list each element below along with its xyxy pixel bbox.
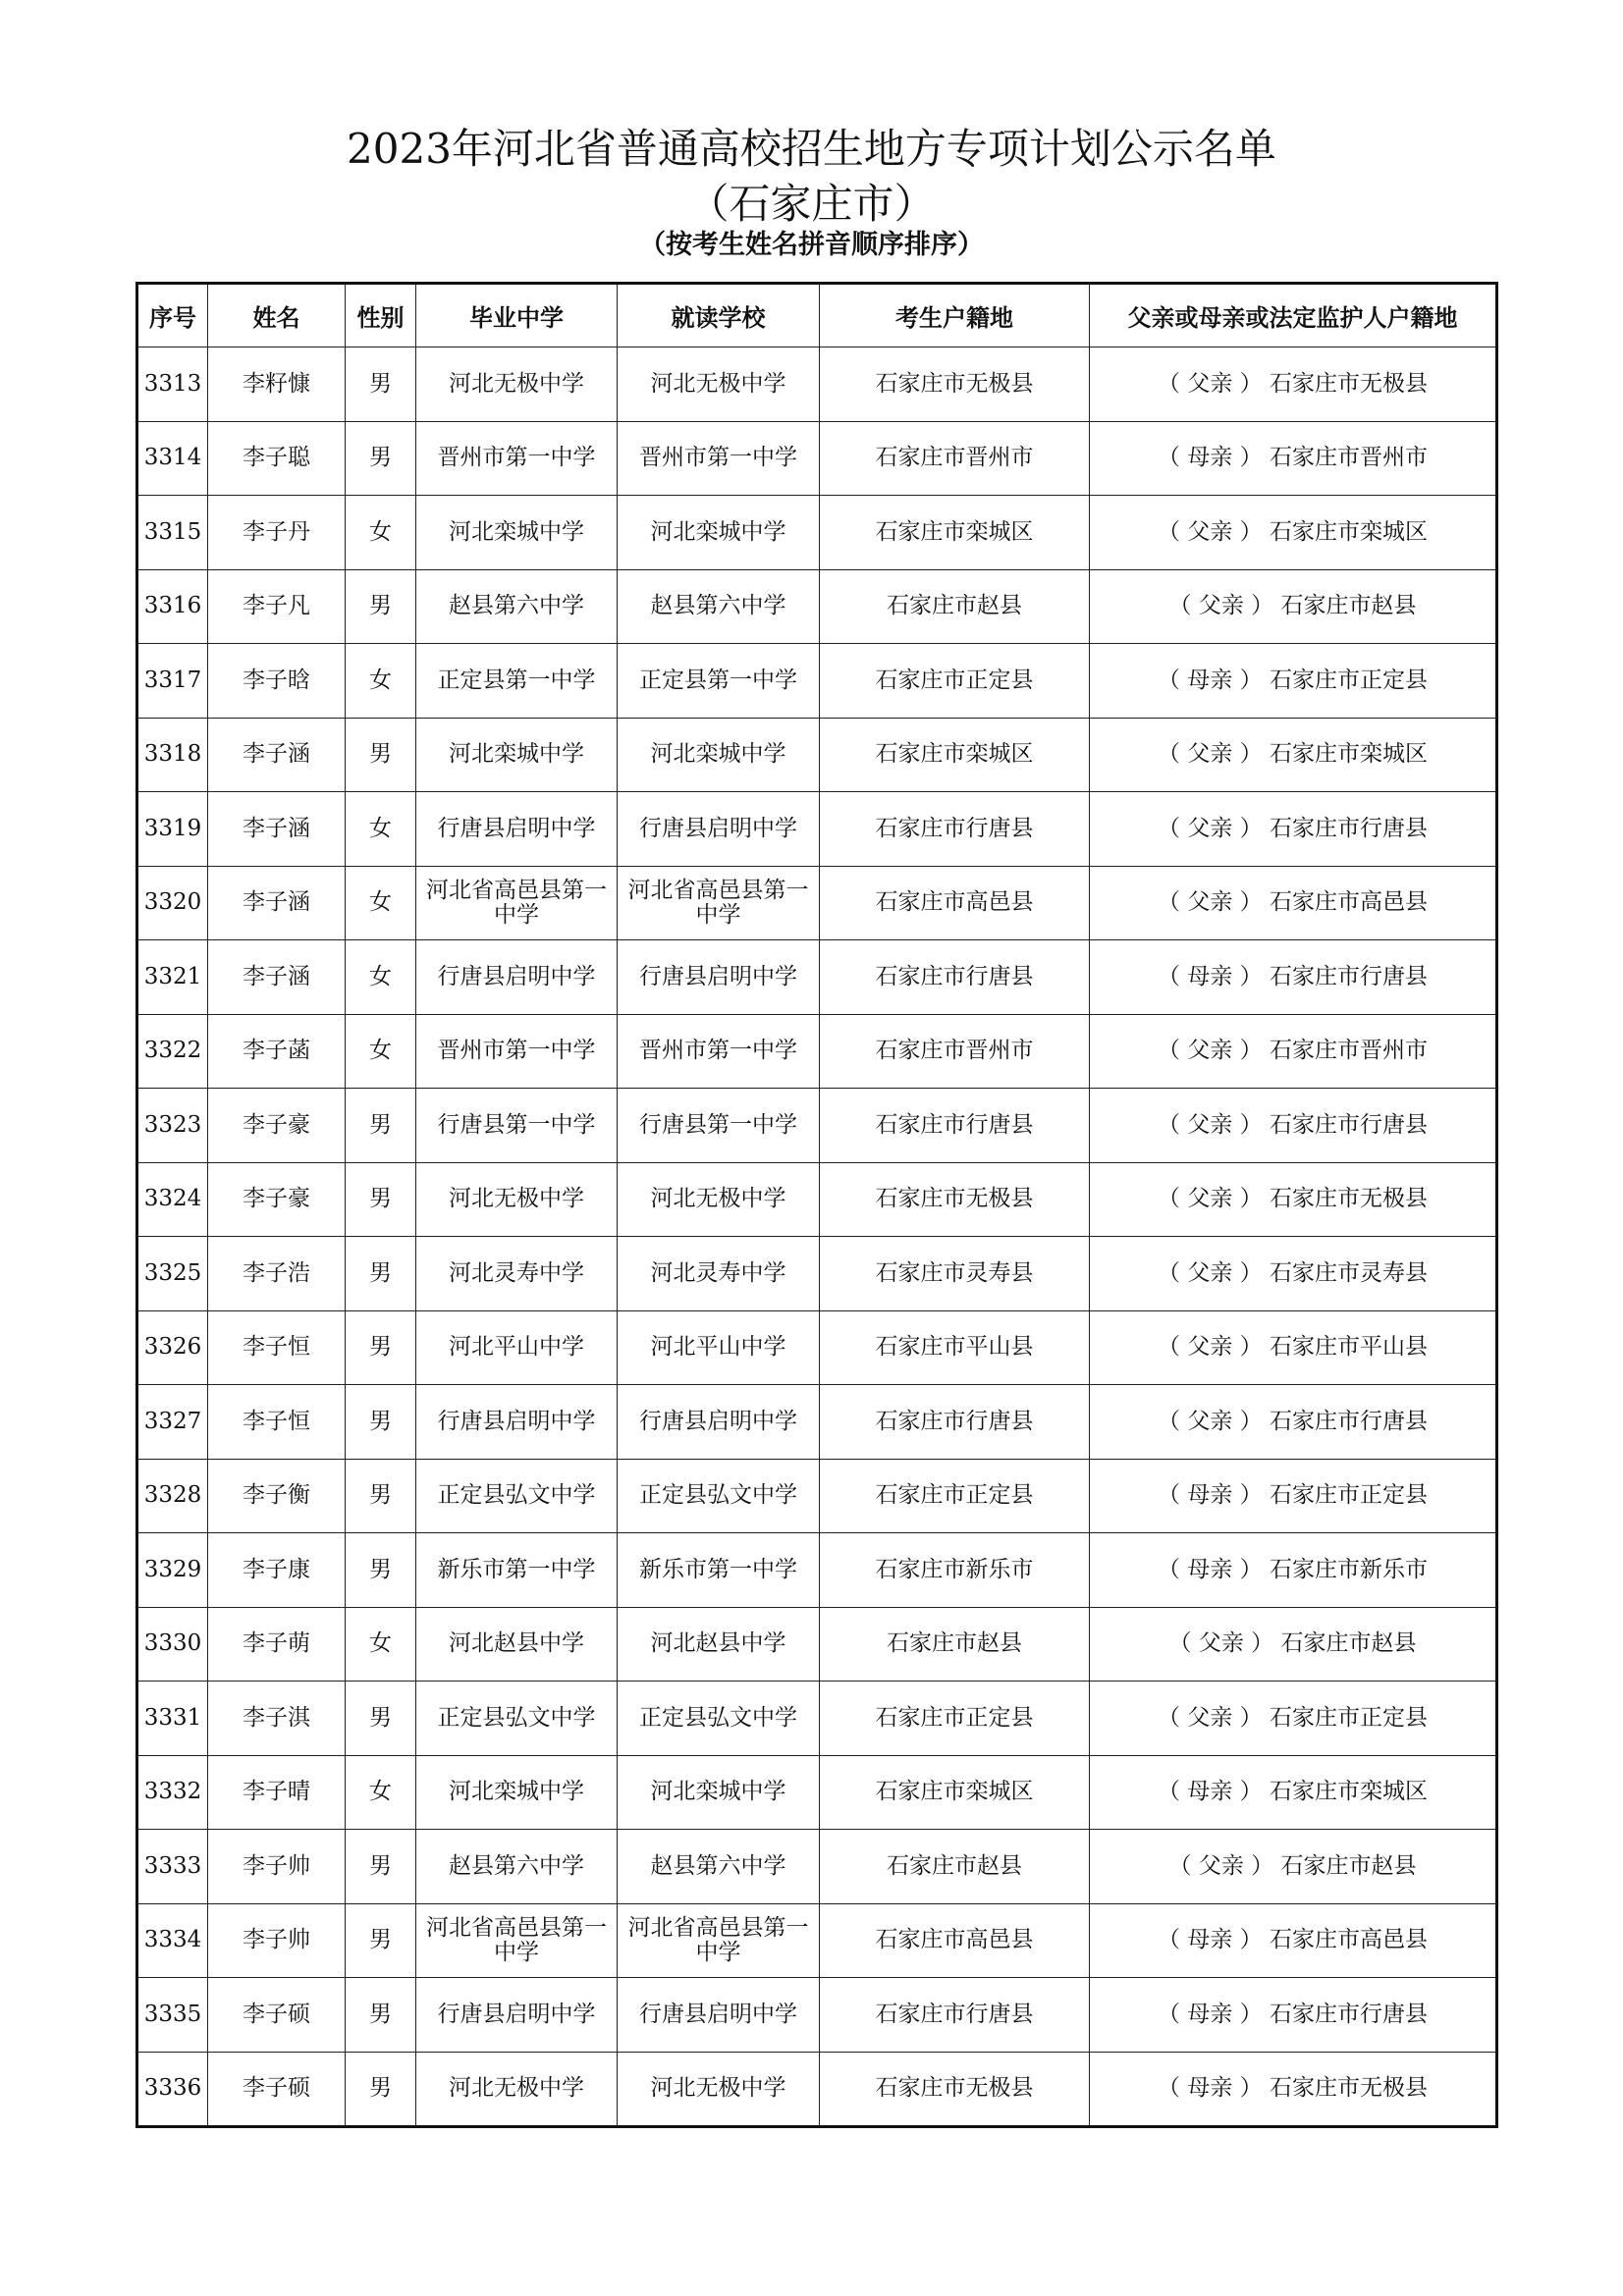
cell-serial-number: 3320 (137, 866, 208, 940)
cell-guardian-residence: （ 父亲 ） 石家庄市正定县 (1090, 1682, 1497, 1756)
cell-gender: 男 (346, 1310, 416, 1385)
table-row (137, 2052, 1497, 2127)
cell-graduation-school: 河北省高邑县第一中学 (416, 1903, 618, 1978)
cell-name: 李子衡 (208, 1459, 346, 1533)
cell-gender: 男 (346, 1089, 416, 1163)
cell-current-school: 河北省高邑县第一中学 (618, 866, 820, 940)
table-row (137, 718, 1497, 792)
table-row (137, 1755, 1497, 1830)
cell-serial-number: 3319 (137, 792, 208, 867)
cell-student-residence: 石家庄市无极县 (820, 2052, 1090, 2127)
header-graduation-school: 毕业中学 (416, 284, 618, 347)
cell-student-residence: 石家庄市正定县 (820, 1459, 1090, 1533)
cell-current-school: 行唐县启明中学 (618, 792, 820, 867)
table-body (137, 347, 1497, 2127)
table-row (137, 1830, 1497, 1904)
cell-name: 李子萌 (208, 1607, 346, 1682)
cell-name: 李子硕 (208, 1978, 346, 2053)
cell-current-school: 河北无极中学 (618, 2052, 820, 2127)
cell-guardian-residence: （ 父亲 ） 石家庄市无极县 (1090, 347, 1497, 422)
cell-gender: 男 (346, 1459, 416, 1533)
cell-guardian-residence: （ 父亲 ） 石家庄市无极县 (1090, 1162, 1497, 1237)
cell-graduation-school: 行唐县启明中学 (416, 792, 618, 867)
cell-graduation-school: 行唐县第一中学 (416, 1089, 618, 1163)
cell-student-residence: 石家庄市行唐县 (820, 1089, 1090, 1163)
cell-gender: 男 (346, 421, 416, 496)
cell-serial-number: 3336 (137, 2052, 208, 2127)
cell-graduation-school: 河北无极中学 (416, 2052, 618, 2127)
cell-gender: 男 (346, 1162, 416, 1237)
cell-name: 李子豪 (208, 1089, 346, 1163)
sort-order-note: （按考生姓名拼音顺序排序） (639, 230, 984, 260)
cell-name: 李子恒 (208, 1385, 346, 1460)
cell-guardian-residence: （ 母亲 ） 石家庄市行唐县 (1090, 940, 1497, 1015)
cell-current-school: 行唐县启明中学 (618, 1978, 820, 2053)
header-current-school: 就读学校 (618, 284, 820, 347)
cell-gender: 男 (346, 2052, 416, 2127)
cell-name: 李子涵 (208, 718, 346, 792)
header-guardian-residence: 父亲或母亲或法定监护人户籍地 (1090, 284, 1497, 347)
cell-current-school: 河北无极中学 (618, 347, 820, 422)
cell-name: 李子菡 (208, 1014, 346, 1089)
cell-graduation-school: 行唐县启明中学 (416, 1385, 618, 1460)
page-subtitle-city: （石家庄市） (687, 180, 936, 228)
cell-graduation-school: 河北栾城中学 (416, 718, 618, 792)
cell-guardian-residence: （ 父亲 ） 石家庄市赵县 (1090, 1607, 1497, 1682)
cell-student-residence: 石家庄市行唐县 (820, 1385, 1090, 1460)
cell-guardian-residence: （ 父亲 ） 石家庄市行唐县 (1090, 792, 1497, 867)
cell-graduation-school: 正定县第一中学 (416, 644, 618, 719)
table-row (137, 644, 1497, 719)
cell-name: 李子凡 (208, 569, 346, 644)
cell-graduation-school: 河北省高邑县第一中学 (416, 866, 618, 940)
cell-current-school: 正定县第一中学 (618, 644, 820, 719)
table-row (137, 347, 1497, 422)
header-gender: 性别 (346, 284, 416, 347)
cell-student-residence: 石家庄市赵县 (820, 1607, 1090, 1682)
cell-serial-number: 3328 (137, 1459, 208, 1533)
table-row (137, 1903, 1497, 1978)
header-serial-number: 序号 (137, 284, 208, 347)
cell-graduation-school: 晋州市第一中学 (416, 421, 618, 496)
table-row (137, 1162, 1497, 1237)
cell-guardian-residence: （ 父亲 ） 石家庄市栾城区 (1090, 496, 1497, 570)
table-row (137, 1237, 1497, 1311)
cell-guardian-residence: （ 父亲 ） 石家庄市栾城区 (1090, 718, 1497, 792)
cell-current-school: 行唐县启明中学 (618, 940, 820, 1015)
cell-current-school: 赵县第六中学 (618, 1830, 820, 1904)
cell-name: 李子晗 (208, 644, 346, 719)
cell-serial-number: 3335 (137, 1978, 208, 2053)
cell-gender: 男 (346, 569, 416, 644)
cell-student-residence: 石家庄市行唐县 (820, 792, 1090, 867)
table-row (137, 1089, 1497, 1163)
cell-serial-number: 3315 (137, 496, 208, 570)
cell-name: 李子帅 (208, 1830, 346, 1904)
cell-gender: 女 (346, 1607, 416, 1682)
cell-serial-number: 3322 (137, 1014, 208, 1089)
cell-serial-number: 3333 (137, 1830, 208, 1904)
cell-student-residence: 石家庄市赵县 (820, 569, 1090, 644)
cell-gender: 女 (346, 792, 416, 867)
cell-graduation-school: 晋州市第一中学 (416, 1014, 618, 1089)
cell-guardian-residence: （ 父亲 ） 石家庄市晋州市 (1090, 1014, 1497, 1089)
cell-student-residence: 石家庄市新乐市 (820, 1533, 1090, 1608)
cell-current-school: 赵县第六中学 (618, 569, 820, 644)
cell-graduation-school: 河北平山中学 (416, 1310, 618, 1385)
cell-serial-number: 3323 (137, 1089, 208, 1163)
header-student-residence: 考生户籍地 (820, 284, 1090, 347)
cell-gender: 男 (346, 718, 416, 792)
cell-serial-number: 3331 (137, 1682, 208, 1756)
table-row (137, 1978, 1497, 2053)
table-row (137, 940, 1497, 1015)
cell-student-residence: 石家庄市高邑县 (820, 866, 1090, 940)
cell-guardian-residence: （ 母亲 ） 石家庄市无极县 (1090, 2052, 1497, 2127)
cell-name: 李子丹 (208, 496, 346, 570)
cell-guardian-residence: （ 父亲 ） 石家庄市赵县 (1090, 1830, 1497, 1904)
table-row (137, 1310, 1497, 1385)
cell-current-school: 新乐市第一中学 (618, 1533, 820, 1608)
cell-guardian-residence: （ 父亲 ） 石家庄市高邑县 (1090, 866, 1497, 940)
cell-serial-number: 3321 (137, 940, 208, 1015)
cell-gender: 男 (346, 1682, 416, 1756)
cell-gender: 男 (346, 1533, 416, 1608)
cell-guardian-residence: （ 母亲 ） 石家庄市栾城区 (1090, 1755, 1497, 1830)
cell-serial-number: 3317 (137, 644, 208, 719)
cell-serial-number: 3326 (137, 1310, 208, 1385)
cell-graduation-school: 赵县第六中学 (416, 569, 618, 644)
cell-student-residence: 石家庄市灵寿县 (820, 1237, 1090, 1311)
cell-gender: 女 (346, 644, 416, 719)
cell-current-school: 河北平山中学 (618, 1310, 820, 1385)
table-row (137, 569, 1497, 644)
cell-name: 李子康 (208, 1533, 346, 1608)
cell-name: 李子涵 (208, 866, 346, 940)
cell-guardian-residence: （ 母亲 ） 石家庄市行唐县 (1090, 1978, 1497, 2053)
cell-student-residence: 石家庄市无极县 (820, 347, 1090, 422)
cell-current-school: 河北省高邑县第一中学 (618, 1903, 820, 1978)
table-row (137, 1682, 1497, 1756)
cell-serial-number: 3324 (137, 1162, 208, 1237)
cell-guardian-residence: （ 父亲 ） 石家庄市行唐县 (1090, 1089, 1497, 1163)
cell-gender: 男 (346, 1237, 416, 1311)
cell-graduation-school: 行唐县启明中学 (416, 940, 618, 1015)
cell-serial-number: 3327 (137, 1385, 208, 1460)
table-row (137, 1385, 1497, 1460)
cell-current-school: 晋州市第一中学 (618, 1014, 820, 1089)
cell-student-residence: 石家庄市栾城区 (820, 496, 1090, 570)
cell-gender: 男 (346, 1385, 416, 1460)
cell-current-school: 河北无极中学 (618, 1162, 820, 1237)
cell-gender: 女 (346, 940, 416, 1015)
cell-guardian-residence: （ 父亲 ） 石家庄市灵寿县 (1090, 1237, 1497, 1311)
cell-serial-number: 3314 (137, 421, 208, 496)
header-name: 姓名 (208, 284, 346, 347)
cell-graduation-school: 赵县第六中学 (416, 1830, 618, 1904)
cell-student-residence: 石家庄市正定县 (820, 644, 1090, 719)
cell-name: 李子涵 (208, 792, 346, 867)
cell-name: 李子帅 (208, 1903, 346, 1978)
cell-graduation-school: 河北赵县中学 (416, 1607, 618, 1682)
cell-guardian-residence: （ 母亲 ） 石家庄市高邑县 (1090, 1903, 1497, 1978)
cell-current-school: 河北栾城中学 (618, 718, 820, 792)
cell-graduation-school: 新乐市第一中学 (416, 1533, 618, 1608)
cell-gender: 女 (346, 866, 416, 940)
cell-current-school: 行唐县启明中学 (618, 1385, 820, 1460)
cell-student-residence: 石家庄市正定县 (820, 1682, 1090, 1756)
cell-name: 李子淇 (208, 1682, 346, 1756)
cell-student-residence: 石家庄市行唐县 (820, 940, 1090, 1015)
cell-serial-number: 3313 (137, 347, 208, 422)
cell-gender: 男 (346, 1978, 416, 2053)
cell-gender: 男 (346, 347, 416, 422)
cell-current-school: 河北栾城中学 (618, 1755, 820, 1830)
table-row (137, 421, 1497, 496)
table-row (137, 496, 1497, 570)
cell-guardian-residence: （ 母亲 ） 石家庄市正定县 (1090, 1459, 1497, 1533)
cell-current-school: 正定县弘文中学 (618, 1682, 820, 1756)
cell-name: 李子浩 (208, 1237, 346, 1311)
cell-name: 李子恒 (208, 1310, 346, 1385)
cell-student-residence: 石家庄市无极县 (820, 1162, 1090, 1237)
cell-name: 李籽慷 (208, 347, 346, 422)
cell-current-school: 河北赵县中学 (618, 1607, 820, 1682)
cell-name: 李子豪 (208, 1162, 346, 1237)
cell-graduation-school: 河北灵寿中学 (416, 1237, 618, 1311)
cell-graduation-school: 河北栾城中学 (416, 496, 618, 570)
page-title: 2023年河北省普通高校招生地方专项计划公示名单 (347, 125, 1276, 173)
admission-list-table (135, 282, 1498, 2128)
cell-serial-number: 3325 (137, 1237, 208, 1311)
cell-student-residence: 石家庄市赵县 (820, 1830, 1090, 1904)
cell-serial-number: 3329 (137, 1533, 208, 1608)
cell-student-residence: 石家庄市行唐县 (820, 1978, 1090, 2053)
cell-current-school: 河北灵寿中学 (618, 1237, 820, 1311)
cell-guardian-residence: （ 母亲 ） 石家庄市新乐市 (1090, 1533, 1497, 1608)
cell-serial-number: 3330 (137, 1607, 208, 1682)
table-row (137, 1459, 1497, 1533)
cell-graduation-school: 行唐县启明中学 (416, 1978, 618, 2053)
cell-graduation-school: 正定县弘文中学 (416, 1682, 618, 1756)
cell-guardian-residence: （ 父亲 ） 石家庄市行唐县 (1090, 1385, 1497, 1460)
cell-student-residence: 石家庄市栾城区 (820, 718, 1090, 792)
cell-name: 李子涵 (208, 940, 346, 1015)
cell-student-residence: 石家庄市晋州市 (820, 1014, 1090, 1089)
cell-serial-number: 3316 (137, 569, 208, 644)
cell-gender: 男 (346, 1830, 416, 1904)
table-row (137, 866, 1497, 940)
cell-guardian-residence: （ 父亲 ） 石家庄市赵县 (1090, 569, 1497, 644)
table-row (137, 792, 1497, 867)
cell-name: 李子硕 (208, 2052, 346, 2127)
cell-guardian-residence: （ 母亲 ） 石家庄市晋州市 (1090, 421, 1497, 496)
cell-serial-number: 3332 (137, 1755, 208, 1830)
cell-graduation-school: 正定县弘文中学 (416, 1459, 618, 1533)
cell-gender: 女 (346, 1755, 416, 1830)
cell-current-school: 晋州市第一中学 (618, 421, 820, 496)
cell-student-residence: 石家庄市平山县 (820, 1310, 1090, 1385)
cell-current-school: 行唐县第一中学 (618, 1089, 820, 1163)
cell-serial-number: 3334 (137, 1903, 208, 1978)
cell-gender: 女 (346, 1014, 416, 1089)
cell-graduation-school: 河北无极中学 (416, 1162, 618, 1237)
cell-graduation-school: 河北无极中学 (416, 347, 618, 422)
cell-guardian-residence: （ 母亲 ） 石家庄市正定县 (1090, 644, 1497, 719)
cell-student-residence: 石家庄市栾城区 (820, 1755, 1090, 1830)
cell-current-school: 河北栾城中学 (618, 496, 820, 570)
cell-serial-number: 3318 (137, 718, 208, 792)
cell-gender: 女 (346, 496, 416, 570)
cell-current-school: 正定县弘文中学 (618, 1459, 820, 1533)
cell-graduation-school: 河北栾城中学 (416, 1755, 618, 1830)
table-row (137, 1607, 1497, 1682)
cell-name: 李子聪 (208, 421, 346, 496)
cell-gender: 男 (346, 1903, 416, 1978)
table-header-row (137, 284, 1497, 347)
table-row (137, 1533, 1497, 1608)
cell-guardian-residence: （ 父亲 ） 石家庄市平山县 (1090, 1310, 1497, 1385)
cell-name: 李子晴 (208, 1755, 346, 1830)
cell-student-residence: 石家庄市高邑县 (820, 1903, 1090, 1978)
cell-student-residence: 石家庄市晋州市 (820, 421, 1090, 496)
table-row (137, 1014, 1497, 1089)
